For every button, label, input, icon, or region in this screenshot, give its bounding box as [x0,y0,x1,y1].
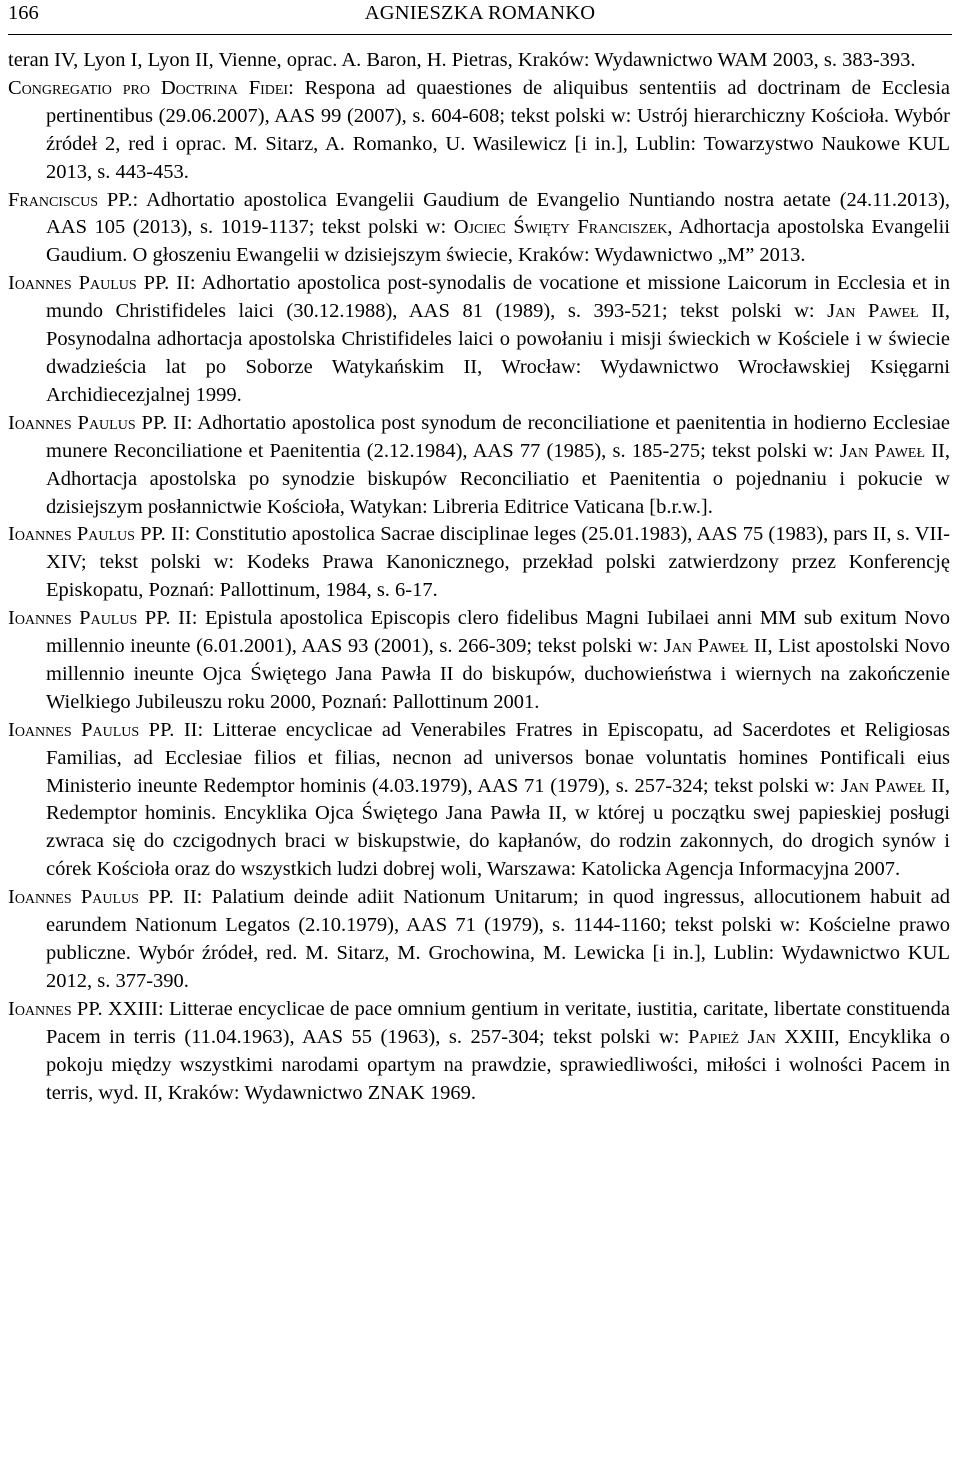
entry-author: Franciscus PP. [8,188,133,211]
entry-author: Congregatio pro Doctrina Fidei [8,76,289,99]
running-head-title: AGNIESZKA ROMANKO [364,2,596,24]
running-header [8,0,952,35]
entry-text-continued: , Adhortacja apostolska Evangelii Gaudium. O głoszeniu Ewangelii w dzisiejszym świecie, Kraków: Wydawnictwo „M” 2013. [46,216,950,267]
entry-text: II: Epistula apostolica Episcopis clero fidelibus Magni Iubilaei anni MM sub exitum Novo millennio ineunte (6.01.2001), AAS 93 (2001), s. 266-309; tekst polski w: [46,607,950,658]
bibliography-entry [8,47,950,75]
entry-text-continued: XXIII, Encyklika o pokoju między wszystkimi narodami opartym na prawdzie, sprawiedliwości, miłości i wolności Pacem in terris, wyd. II, Kraków: Wydawnictwo ZNAK 1969. [46,1025,950,1104]
entry-text: : Respona ad quaestiones de aliquibus sententiis ad doctrinam de Ecclesia pertinentibus (29.06.2007), AAS 99 (2007), s. 604-608; tekst polski w: Ustrój hierarchiczny Kościoła. Wybór źródeł 2, red i oprac. M. Sitarz, A. Romanko, U. Wasilewicz [i in.], Lublin: Towarzystwo Naukowe KUL 2013, s. 443-453. [46,76,950,183]
bibliography-entry [8,75,950,187]
entry-cited-author: Ojciec Święty Franciszek [453,216,668,239]
bibliography-entry [8,996,950,1108]
entry-text-continued: II, Adhortacja apostolska po synodzie biskupów Reconciliatio et Paenitentia o pojednaniu i pokucie w dzisiejszym posłannictwie Kościoła, Watykan: Libreria Editrice Vaticana [b.r.w.]. [46,439,951,518]
entry-author: Ioannes PP. [8,997,103,1020]
entry-text: : Adhortatio apostolica Evangelii Gaudium de Evangelio Nuntiando nostra aetate (24.11.2013), AAS 105 (2013), s. 1019-1137; tekst polski w: [46,188,950,239]
bibliography-entry [8,521,950,605]
entry-cited-author: Jan Paweł [839,439,926,462]
entry-text-continued: II, Redemptor hominis. Encyklika Ojca Świętego Jana Pawła II, w której u początku swej papieskiej posługi zwraca się do czcigodnych braci w biskupstwie, do kapłanów, do rodzin zakonnych, do drogich synów i córek Kościoła oraz do wszystkich ludzi dobrej woli, Warszawa: Katolicka Agencja Informacyjna 2007. [46,774,950,881]
entry-cited-author: Papież Jan [688,1025,776,1048]
entry-text: II: Litterae encyclicae ad Venerabiles Fratres in Episcopatu, ad Sacerdotes et Religiosas Familias, ad Ecclesiae filios et filias, necnon ad universos bonae voluntatis homines Pontificali eius Ministerio ineunte Redemptor hominis (4.03.1979), AAS 71 (1979), s. 257-324; tekst polski w: [46,718,950,797]
entry-text: II: Constitutio apostolica Sacrae disciplinae leges (25.01.1983), AAS 75 (1983), pars II, s. VII-XIV; tekst polski w: Kodeks Prawa Kanonicznego, przekład polski zatwierdzony przez Konferencję Episkopatu, Poznań: Pallottinum, 1984, s. 6-17. [46,523,950,602]
entry-text: XXIII: Litterae encyclicae de pace omnium gentium in veritate, iustitia, caritate, libertate constituenda Pacem in terris (11.04.1963), AAS 55 (1963), s. 257-304; tekst polski w: [46,997,950,1048]
entry-cited-author: Jan Paweł [840,774,926,797]
entry-author: Ioannes Paulus PP. [8,272,170,295]
entry-text-continued: II, Posynodalna adhortacja apostolska Christifideles laici o powołaniu i misji świeckich w Kościele i w świecie dwadzieścia lat po Soborze Watykańskim II, Wrocław: Wydawnictwo Wrocławskiej Księgarni Archidiecezjalnej 1999. [46,300,951,406]
entry-text: II: Palatium deinde adiit Nationum Unitarum; in quod ingressus, allocutionem habuit ad earundem Nationum Legatos (2.10.1979), AAS 71 (1979), s. 1144-1160; tekst polski w: Kościelne prawo publiczne. Wybór źródeł, red. M. Sitarz, M. Grochowina, M. Lewicka [i in.], Lublin: Wydawnictwo KUL 2012, s. 377-390. [46,886,950,992]
entry-cited-author: Jan Paweł [827,300,919,323]
entry-text-continued: II, List apostolski Novo millennio ineunte Ojca Świętego Jana Pawła II do biskupów, duchowieństwa i wiernych na zakończenie Wielkiego Jubileuszu roku 2000, Poznań: Pallottinum 2001. [46,635,950,713]
bibliography-list [8,47,950,1107]
entry-text: II: Adhortatio apostolica post synodum de reconciliatione et paenitentia in hodierno Ecclesiae munere Reconciliatione et Paenitentia (2.12.1984), AAS 77 (1985), s. 185-275; tekst polski w: [46,411,950,462]
entry-cited-author: Jan Paweł [663,635,749,658]
entry-author: Ioannes Paulus PP. [8,523,166,546]
entry-author: Ioannes Paulus PP. [8,607,171,630]
bibliography-entry [8,410,950,522]
entry-author: Ioannes Paulus PP. [8,718,175,741]
entry-text: teran IV, Lyon I, Lyon II, Vienne, oprac. A. Baron, H. Pietras, Kraków: Wydawnictwo WAM 2003, s. 383-393. [8,49,916,71]
entry-author: Ioannes Paulus PP. [8,886,174,909]
bibliography-entry [8,884,950,996]
bibliography-entry [8,717,950,884]
entry-text: II: Adhortatio apostolica post-synodalis de vocatione et missione Laicorum in Ecclesia et in mundo Christifideles laici (30.12.1988), AAS 81 (1989), s. 393-521; tekst polski w: [46,272,950,323]
page-number: 166 [8,2,39,24]
entry-author: Ioannes Paulus PP. [8,411,168,434]
bibliography-entry [8,270,950,410]
bibliography-entry [8,187,950,271]
bibliography-entry [8,605,950,717]
